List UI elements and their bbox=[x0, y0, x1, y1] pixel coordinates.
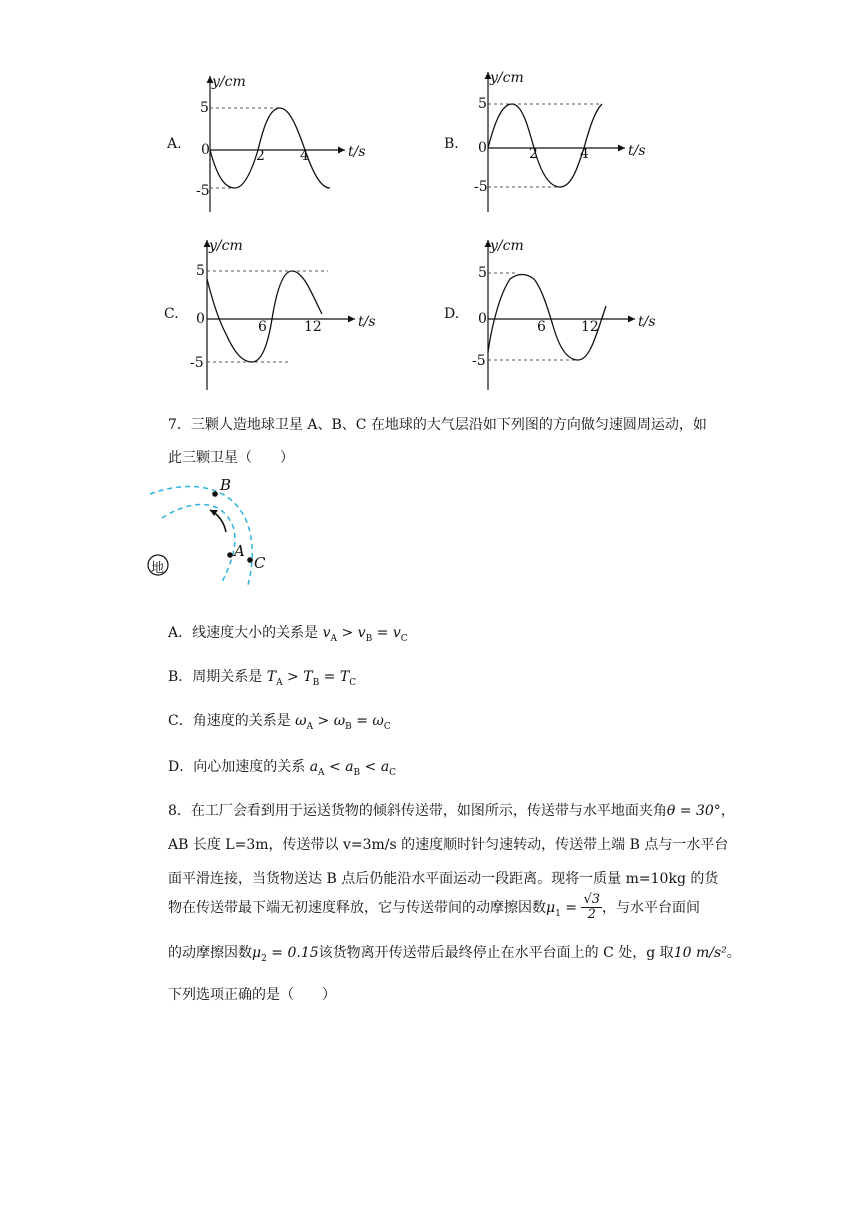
q8-line6: 下列选项正确的是（ ） bbox=[168, 987, 336, 1003]
graph-a-svg bbox=[160, 70, 380, 220]
inner-orbit bbox=[162, 504, 235, 582]
q8-line4: 物在传送带最下端无初速度释放，它与传送带间的动摩擦因数$\mu_1$ = $\frac{√3}{2}$ ，与水平台面间 bbox=[168, 892, 701, 923]
q8-line3: 面平滑连接，当货物送达 B 点后仍能沿水平面运动一段距离。现将一质量 m=10kg 的货 bbox=[168, 871, 719, 887]
graph-d-xtick-12: 12 bbox=[581, 319, 599, 335]
graph-b-ytick-neg5: -5 bbox=[474, 179, 488, 195]
satellite-label-b: B bbox=[220, 476, 232, 494]
graph-d-wave bbox=[488, 275, 606, 361]
graph-b-xtick-2: 2 bbox=[529, 146, 538, 162]
graph-a-wave bbox=[210, 108, 330, 188]
graph-c-ytick-neg5: -5 bbox=[190, 355, 204, 371]
graph-a-xtick-2: 2 bbox=[256, 148, 265, 164]
graph-b-xtick-4: 4 bbox=[580, 146, 589, 162]
q7-stem-line1: 7．三颗人造地球卫星 A、B、C 在地球的大气层沿如下列图的方向做匀速圆周运动，如 bbox=[168, 417, 707, 433]
option-d-letter: D. bbox=[444, 306, 460, 322]
graph-d-ytick-5: 5 bbox=[478, 265, 487, 281]
mu1-fraction: $\frac{√3}{2}$ bbox=[583, 892, 601, 923]
q8-line1: 8．在工厂会看到用于运送货物的倾斜传送带，如图所示，传送带与水平地面夹角θ = 30°， bbox=[168, 803, 735, 819]
graph-c-xtick-6: 6 bbox=[258, 319, 267, 335]
q8-line5: 的动摩擦因数$\mu_2 = 0.15$该货物离开传送带后最终停止在水平台面上的 C 处，g 取10 m/s²。 bbox=[168, 945, 741, 964]
graph-d-xlabel: t/s bbox=[638, 314, 656, 330]
graph-a-ytick-5: 5 bbox=[200, 100, 209, 116]
graph-a-ylabel: y/cm bbox=[212, 74, 246, 90]
graph-d-svg bbox=[440, 234, 670, 394]
q7-option-d[interactable]: D．向心加速度的关系 $a_A < a_B < a_C$ bbox=[168, 759, 397, 778]
graph-a-xlabel: t/s bbox=[348, 144, 366, 160]
graph-c-ylabel: y/cm bbox=[209, 238, 243, 254]
earth-label: 地 bbox=[151, 561, 165, 576]
graph-c bbox=[160, 234, 390, 394]
graph-c-ytick-5: 5 bbox=[196, 263, 205, 279]
satellite-label-c: C bbox=[254, 554, 266, 572]
option-a-letter: A. bbox=[167, 136, 182, 152]
outer-orbit bbox=[150, 487, 252, 585]
graph-c-wave bbox=[207, 271, 322, 362]
graph-b-ytick-5: 5 bbox=[478, 96, 487, 112]
graph-a-ytick-neg5: -5 bbox=[196, 183, 210, 199]
graph-b-svg bbox=[440, 66, 660, 216]
q7-option-b[interactable]: B．周期关系是 $T_A > T_B = T_C$ bbox=[168, 669, 357, 688]
q7-option-a[interactable]: A．线速度大小的关系是 $v_A > v_B = v_C$ bbox=[168, 625, 408, 644]
graph-b bbox=[440, 66, 660, 216]
q8-line2: AB 长度 L=3m，传送带以 v=3m/s 的速度顺时针匀速转动，传送带上端 B 点与一水平台 bbox=[168, 837, 729, 853]
graph-c-xtick-12: 12 bbox=[304, 319, 322, 335]
graph-b-ylabel: y/cm bbox=[490, 70, 524, 86]
q7-orbit-diagram bbox=[140, 470, 300, 590]
graph-d bbox=[440, 234, 670, 394]
graph-a-xtick-0: 0 bbox=[201, 142, 210, 158]
graph-c-xtick-0: 0 bbox=[196, 311, 205, 327]
graph-d-xtick-6: 6 bbox=[537, 319, 546, 335]
graph-b-xtick-0: 0 bbox=[478, 140, 487, 156]
satellite-label-a: A bbox=[234, 542, 245, 560]
q7-stem-line2: 此三颗卫星（ ） bbox=[168, 450, 294, 466]
graph-a-xtick-4: 4 bbox=[300, 148, 309, 164]
graph-c-xlabel: t/s bbox=[358, 314, 376, 330]
option-c-letter: C. bbox=[164, 306, 179, 322]
graph-d-ylabel: y/cm bbox=[490, 238, 524, 254]
graph-b-xlabel: t/s bbox=[628, 143, 646, 159]
option-b-letter: B. bbox=[444, 136, 459, 152]
graph-d-xtick-0: 0 bbox=[478, 311, 487, 327]
graph-a bbox=[160, 70, 380, 220]
q7-option-c[interactable]: C．角速度的关系是 $\omega_A > \omega_B = \omega_C$ bbox=[168, 713, 391, 732]
graph-d-ytick-neg5: -5 bbox=[472, 353, 486, 369]
